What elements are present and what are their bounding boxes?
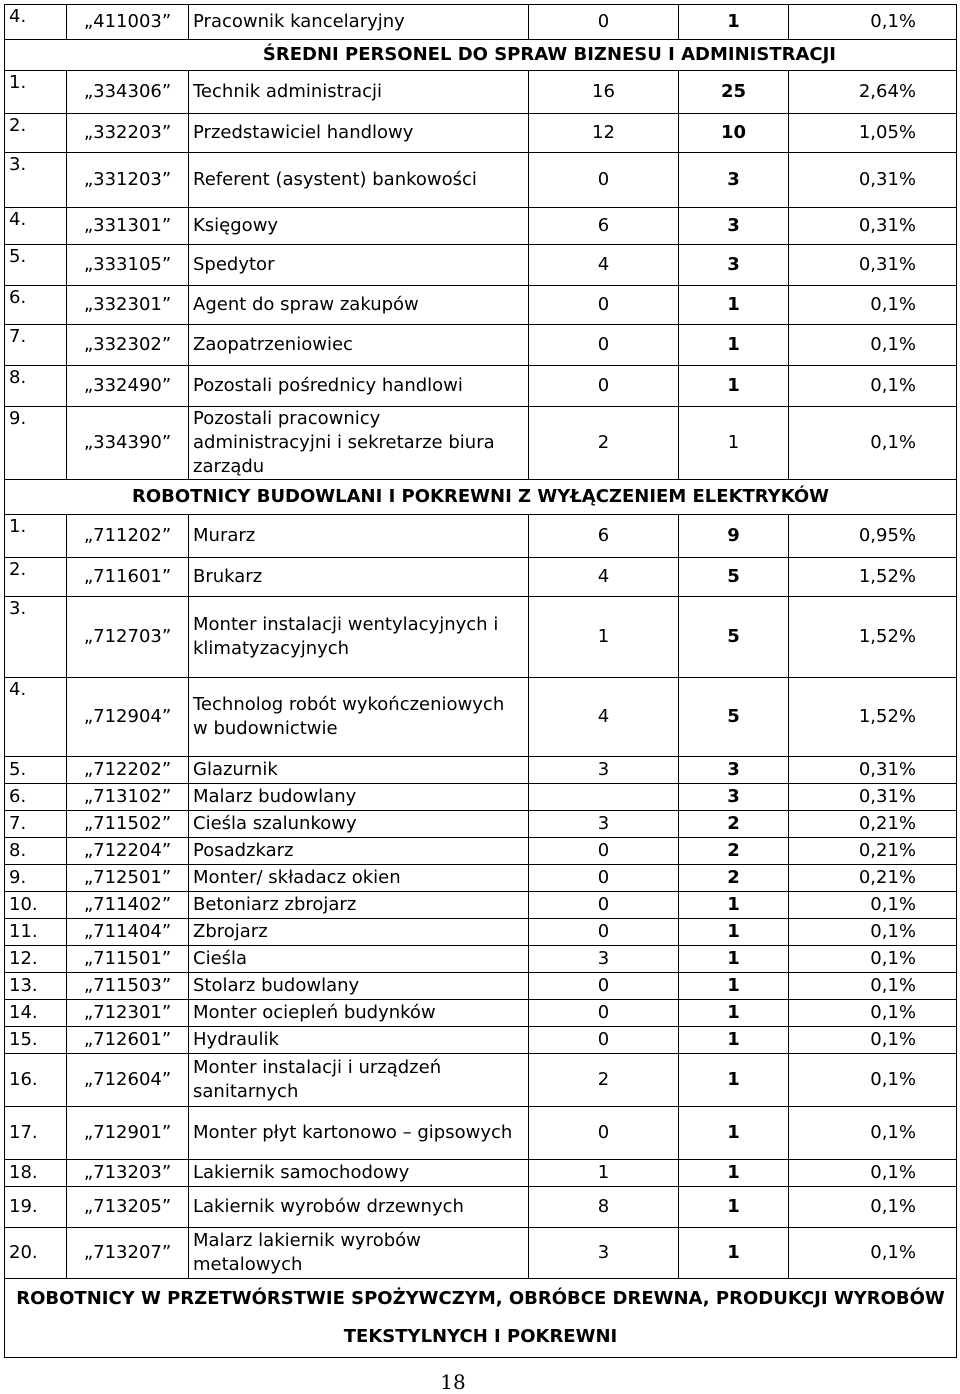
count-b: 1 [679, 946, 789, 973]
occupation-code: „713205” [67, 1187, 189, 1228]
count-b: 1 [679, 286, 789, 325]
count-b: 9 [679, 515, 789, 558]
occupation-code: „711502” [67, 811, 189, 838]
table-row [5, 407, 957, 480]
page-number: 18 [440, 1370, 466, 1394]
count-a: 1 [529, 1160, 679, 1187]
count-a: 4 [529, 558, 679, 597]
count-b: 1 [679, 1000, 789, 1027]
count-b: 1 [679, 325, 789, 366]
count-a: 3 [529, 946, 679, 973]
percentage: 1,52% [789, 558, 957, 597]
count-b: 1 [679, 1054, 789, 1107]
count-a: 0 [529, 366, 679, 407]
occupation-name: Stolarz budowlany [189, 973, 529, 1000]
count-b: 3 [679, 757, 789, 784]
table-row [5, 811, 957, 838]
count-b: 2 [679, 838, 789, 865]
occupation-name: Monter instalacji i urządzeń sanitarnych [189, 1054, 529, 1107]
occupation-name: Referent (asystent) bankowości [189, 153, 529, 208]
count-b: 5 [679, 678, 789, 757]
percentage: 0,1% [789, 973, 957, 1000]
occupation-code: „711402” [67, 892, 189, 919]
row-number: 19. [5, 1187, 67, 1228]
occupation-code: „334306” [67, 71, 189, 114]
row-number: 20. [5, 1228, 67, 1279]
count-b: 10 [679, 114, 789, 153]
count-a: 6 [529, 515, 679, 558]
table-row [5, 153, 957, 208]
section-header-row [5, 40, 957, 71]
occupation-name: Pracownik kancelaryjny [189, 5, 529, 40]
count-a: 0 [529, 838, 679, 865]
count-a: 0 [529, 865, 679, 892]
row-number: 6. [5, 784, 67, 811]
count-b: 3 [679, 245, 789, 286]
percentage: 0,1% [789, 286, 957, 325]
count-a: 4 [529, 245, 679, 286]
occupations-table [4, 4, 957, 1358]
row-number: 11. [5, 919, 67, 946]
table-row [5, 597, 957, 678]
count-a: 0 [529, 325, 679, 366]
table-row [5, 286, 957, 325]
count-a: 0 [529, 892, 679, 919]
count-a: 0 [529, 1027, 679, 1054]
section-title: ROBOTNICY W PRZETWÓRSTWIE SPOŻYWCZYM, OBRÓBCE DREWNA, PRODUKCJI WYROBÓW TEKSTYLNYCH I POKREWNI [5, 1279, 957, 1358]
occupation-name: Betoniarz zbrojarz [189, 892, 529, 919]
table-row [5, 325, 957, 366]
percentage: 0,1% [789, 1107, 957, 1160]
percentage: 0,31% [789, 208, 957, 245]
count-b: 1 [679, 919, 789, 946]
percentage: 0,21% [789, 838, 957, 865]
occupations-table-body [5, 5, 957, 1358]
percentage: 0,1% [789, 946, 957, 973]
percentage: 0,21% [789, 865, 957, 892]
occupation-code: „712202” [67, 757, 189, 784]
occupation-code: „712703” [67, 597, 189, 678]
percentage: 0,1% [789, 919, 957, 946]
row-number: 2. [5, 114, 67, 153]
row-number: 17. [5, 1107, 67, 1160]
occupation-code: „712501” [67, 865, 189, 892]
row-number: 14. [5, 1000, 67, 1027]
row-number: 9. [5, 407, 67, 480]
occupation-name: Glazurnik [189, 757, 529, 784]
occupation-code: „332302” [67, 325, 189, 366]
occupation-name: Monter/ składacz okien [189, 865, 529, 892]
count-b: 1 [679, 5, 789, 40]
table-row [5, 919, 957, 946]
occupation-name: Cieśla szalunkowy [189, 811, 529, 838]
row-number: 1. [5, 71, 67, 114]
percentage: 0,31% [789, 245, 957, 286]
count-a: 0 [529, 919, 679, 946]
occupation-code: „334390” [67, 407, 189, 480]
table-row [5, 678, 957, 757]
table-row [5, 1187, 957, 1228]
percentage: 0,95% [789, 515, 957, 558]
row-number: 3. [5, 153, 67, 208]
percentage: 0,1% [789, 1000, 957, 1027]
occupation-name: Agent do spraw zakupów [189, 286, 529, 325]
occupation-code: „411003” [67, 5, 189, 40]
row-number: 5. [5, 245, 67, 286]
table-row [5, 757, 957, 784]
count-b: 1 [679, 892, 789, 919]
row-number: 3. [5, 597, 67, 678]
count-a: 0 [529, 153, 679, 208]
occupation-code: „712204” [67, 838, 189, 865]
row-number: 2. [5, 558, 67, 597]
percentage: 0,1% [789, 5, 957, 40]
occupation-name: Hydraulik [189, 1027, 529, 1054]
count-a: 12 [529, 114, 679, 153]
percentage: 0,1% [789, 892, 957, 919]
table-row [5, 5, 957, 40]
occupation-code: „332301” [67, 286, 189, 325]
count-a: 2 [529, 407, 679, 480]
count-a: 8 [529, 1187, 679, 1228]
count-a: 3 [529, 757, 679, 784]
occupation-code: „711501” [67, 946, 189, 973]
table-row [5, 973, 957, 1000]
occupation-code: „712601” [67, 1027, 189, 1054]
percentage: 0,31% [789, 153, 957, 208]
percentage: 1,52% [789, 597, 957, 678]
count-b: 2 [679, 811, 789, 838]
table-row [5, 558, 957, 597]
count-a: 0 [529, 1000, 679, 1027]
occupation-name: Pozostali pośrednicy handlowi [189, 366, 529, 407]
percentage: 0,31% [789, 757, 957, 784]
percentage: 1,05% [789, 114, 957, 153]
row-number: 16. [5, 1054, 67, 1107]
count-a: 1 [529, 597, 679, 678]
table-row [5, 1000, 957, 1027]
occupation-name: Malarz budowlany [189, 784, 529, 811]
occupation-name: Księgowy [189, 208, 529, 245]
count-b: 25 [679, 71, 789, 114]
table-row [5, 114, 957, 153]
occupation-name: Monter ociepleń budynków [189, 1000, 529, 1027]
table-row [5, 892, 957, 919]
row-number: 8. [5, 838, 67, 865]
row-number: 10. [5, 892, 67, 919]
table-row [5, 71, 957, 114]
occupation-name: Lakiernik samochodowy [189, 1160, 529, 1187]
row-number: 13. [5, 973, 67, 1000]
count-b: 1 [679, 1107, 789, 1160]
count-b: 3 [679, 784, 789, 811]
section-header-row [5, 480, 957, 515]
occupation-name: Przedstawiciel handlowy [189, 114, 529, 153]
row-number: 4. [5, 208, 67, 245]
table-row [5, 946, 957, 973]
count-a: 3 [529, 811, 679, 838]
occupation-name: Spedytor [189, 245, 529, 286]
table-row [5, 1107, 957, 1160]
occupation-name: Posadzkarz [189, 838, 529, 865]
table-row [5, 515, 957, 558]
occupation-code: „712604” [67, 1054, 189, 1107]
row-number: 5. [5, 757, 67, 784]
count-a: 6 [529, 208, 679, 245]
count-a: 0 [529, 1107, 679, 1160]
occupation-name: Pozostali pracownicy administracyjni i sekretarze biura zarządu [189, 407, 529, 480]
count-b: 1 [679, 1228, 789, 1279]
count-b: 3 [679, 208, 789, 245]
occupation-code: „712904” [67, 678, 189, 757]
section-header-row [5, 1279, 957, 1358]
percentage: 0,1% [789, 1187, 957, 1228]
count-b: 2 [679, 865, 789, 892]
count-b: 1 [679, 1027, 789, 1054]
percentage: 0,1% [789, 366, 957, 407]
occupation-code: „713207” [67, 1228, 189, 1279]
table-row [5, 1160, 957, 1187]
section-title: ROBOTNICY BUDOWLANI I POKREWNI Z WYŁĄCZENIEM ELEKTRYKÓW [5, 480, 957, 515]
occupation-name: Brukarz [189, 558, 529, 597]
row-number: 8. [5, 366, 67, 407]
count-b: 3 [679, 153, 789, 208]
count-a: 16 [529, 71, 679, 114]
row-number: 9. [5, 865, 67, 892]
occupation-code: „333105” [67, 245, 189, 286]
count-b: 1 [679, 1160, 789, 1187]
percentage: 0,31% [789, 784, 957, 811]
occupation-code: „332203” [67, 114, 189, 153]
occupation-name: Technik administracji [189, 71, 529, 114]
count-a: 0 [529, 973, 679, 1000]
percentage: 0,21% [789, 811, 957, 838]
row-number: 18. [5, 1160, 67, 1187]
row-number: 7. [5, 325, 67, 366]
row-number: 4. [5, 678, 67, 757]
occupation-name: Malarz lakiernik wyrobów metalowych [189, 1228, 529, 1279]
occupation-name: Murarz [189, 515, 529, 558]
percentage: 2,64% [789, 71, 957, 114]
percentage: 0,1% [789, 1054, 957, 1107]
percentage: 1,52% [789, 678, 957, 757]
occupation-code: „713102” [67, 784, 189, 811]
count-a: 4 [529, 678, 679, 757]
occupation-name: Lakiernik wyrobów drzewnych [189, 1187, 529, 1228]
percentage: 0,1% [789, 1027, 957, 1054]
table-row [5, 1228, 957, 1279]
occupation-code: „711503” [67, 973, 189, 1000]
percentage: 0,1% [789, 1228, 957, 1279]
row-number: 15. [5, 1027, 67, 1054]
percentage: 0,1% [789, 1160, 957, 1187]
count-a [529, 784, 679, 811]
table-row [5, 366, 957, 407]
occupation-code: „331203” [67, 153, 189, 208]
count-b: 1 [679, 973, 789, 1000]
occupation-code: „712301” [67, 1000, 189, 1027]
occupation-code: „713203” [67, 1160, 189, 1187]
table-row [5, 1054, 957, 1107]
count-a: 0 [529, 286, 679, 325]
occupation-name: Monter płyt kartonowo – gipsowych [189, 1107, 529, 1160]
occupation-name: Technolog robót wykończeniowych w budownictwie [189, 678, 529, 757]
row-number: 12. [5, 946, 67, 973]
row-number: 4. [5, 5, 67, 40]
occupation-code: „331301” [67, 208, 189, 245]
count-a: 0 [529, 5, 679, 40]
occupation-code: „711601” [67, 558, 189, 597]
row-number: 1. [5, 515, 67, 558]
table-row [5, 784, 957, 811]
table-row [5, 865, 957, 892]
occupation-name: Zaopatrzeniowiec [189, 325, 529, 366]
occupation-name: Zbrojarz [189, 919, 529, 946]
occupation-code: „332490” [67, 366, 189, 407]
count-b: 5 [679, 558, 789, 597]
count-a: 2 [529, 1054, 679, 1107]
count-b: 5 [679, 597, 789, 678]
count-b: 1 [679, 407, 789, 480]
occupation-code: „711202” [67, 515, 189, 558]
occupation-name: Monter instalacji wentylacyjnych i klimatyzacyjnych [189, 597, 529, 678]
table-row [5, 838, 957, 865]
section-title: ŚREDNI PERSONEL DO SPRAW BIZNESU I ADMINISTRACJI [5, 40, 957, 71]
count-a: 3 [529, 1228, 679, 1279]
percentage: 0,1% [789, 325, 957, 366]
occupation-code: „711404” [67, 919, 189, 946]
occupation-name: Cieśla [189, 946, 529, 973]
count-b: 1 [679, 366, 789, 407]
table-row [5, 245, 957, 286]
occupation-code: „712901” [67, 1107, 189, 1160]
table-row [5, 208, 957, 245]
row-number: 7. [5, 811, 67, 838]
table-row [5, 1027, 957, 1054]
count-b: 1 [679, 1187, 789, 1228]
percentage: 0,1% [789, 407, 957, 480]
row-number: 6. [5, 286, 67, 325]
